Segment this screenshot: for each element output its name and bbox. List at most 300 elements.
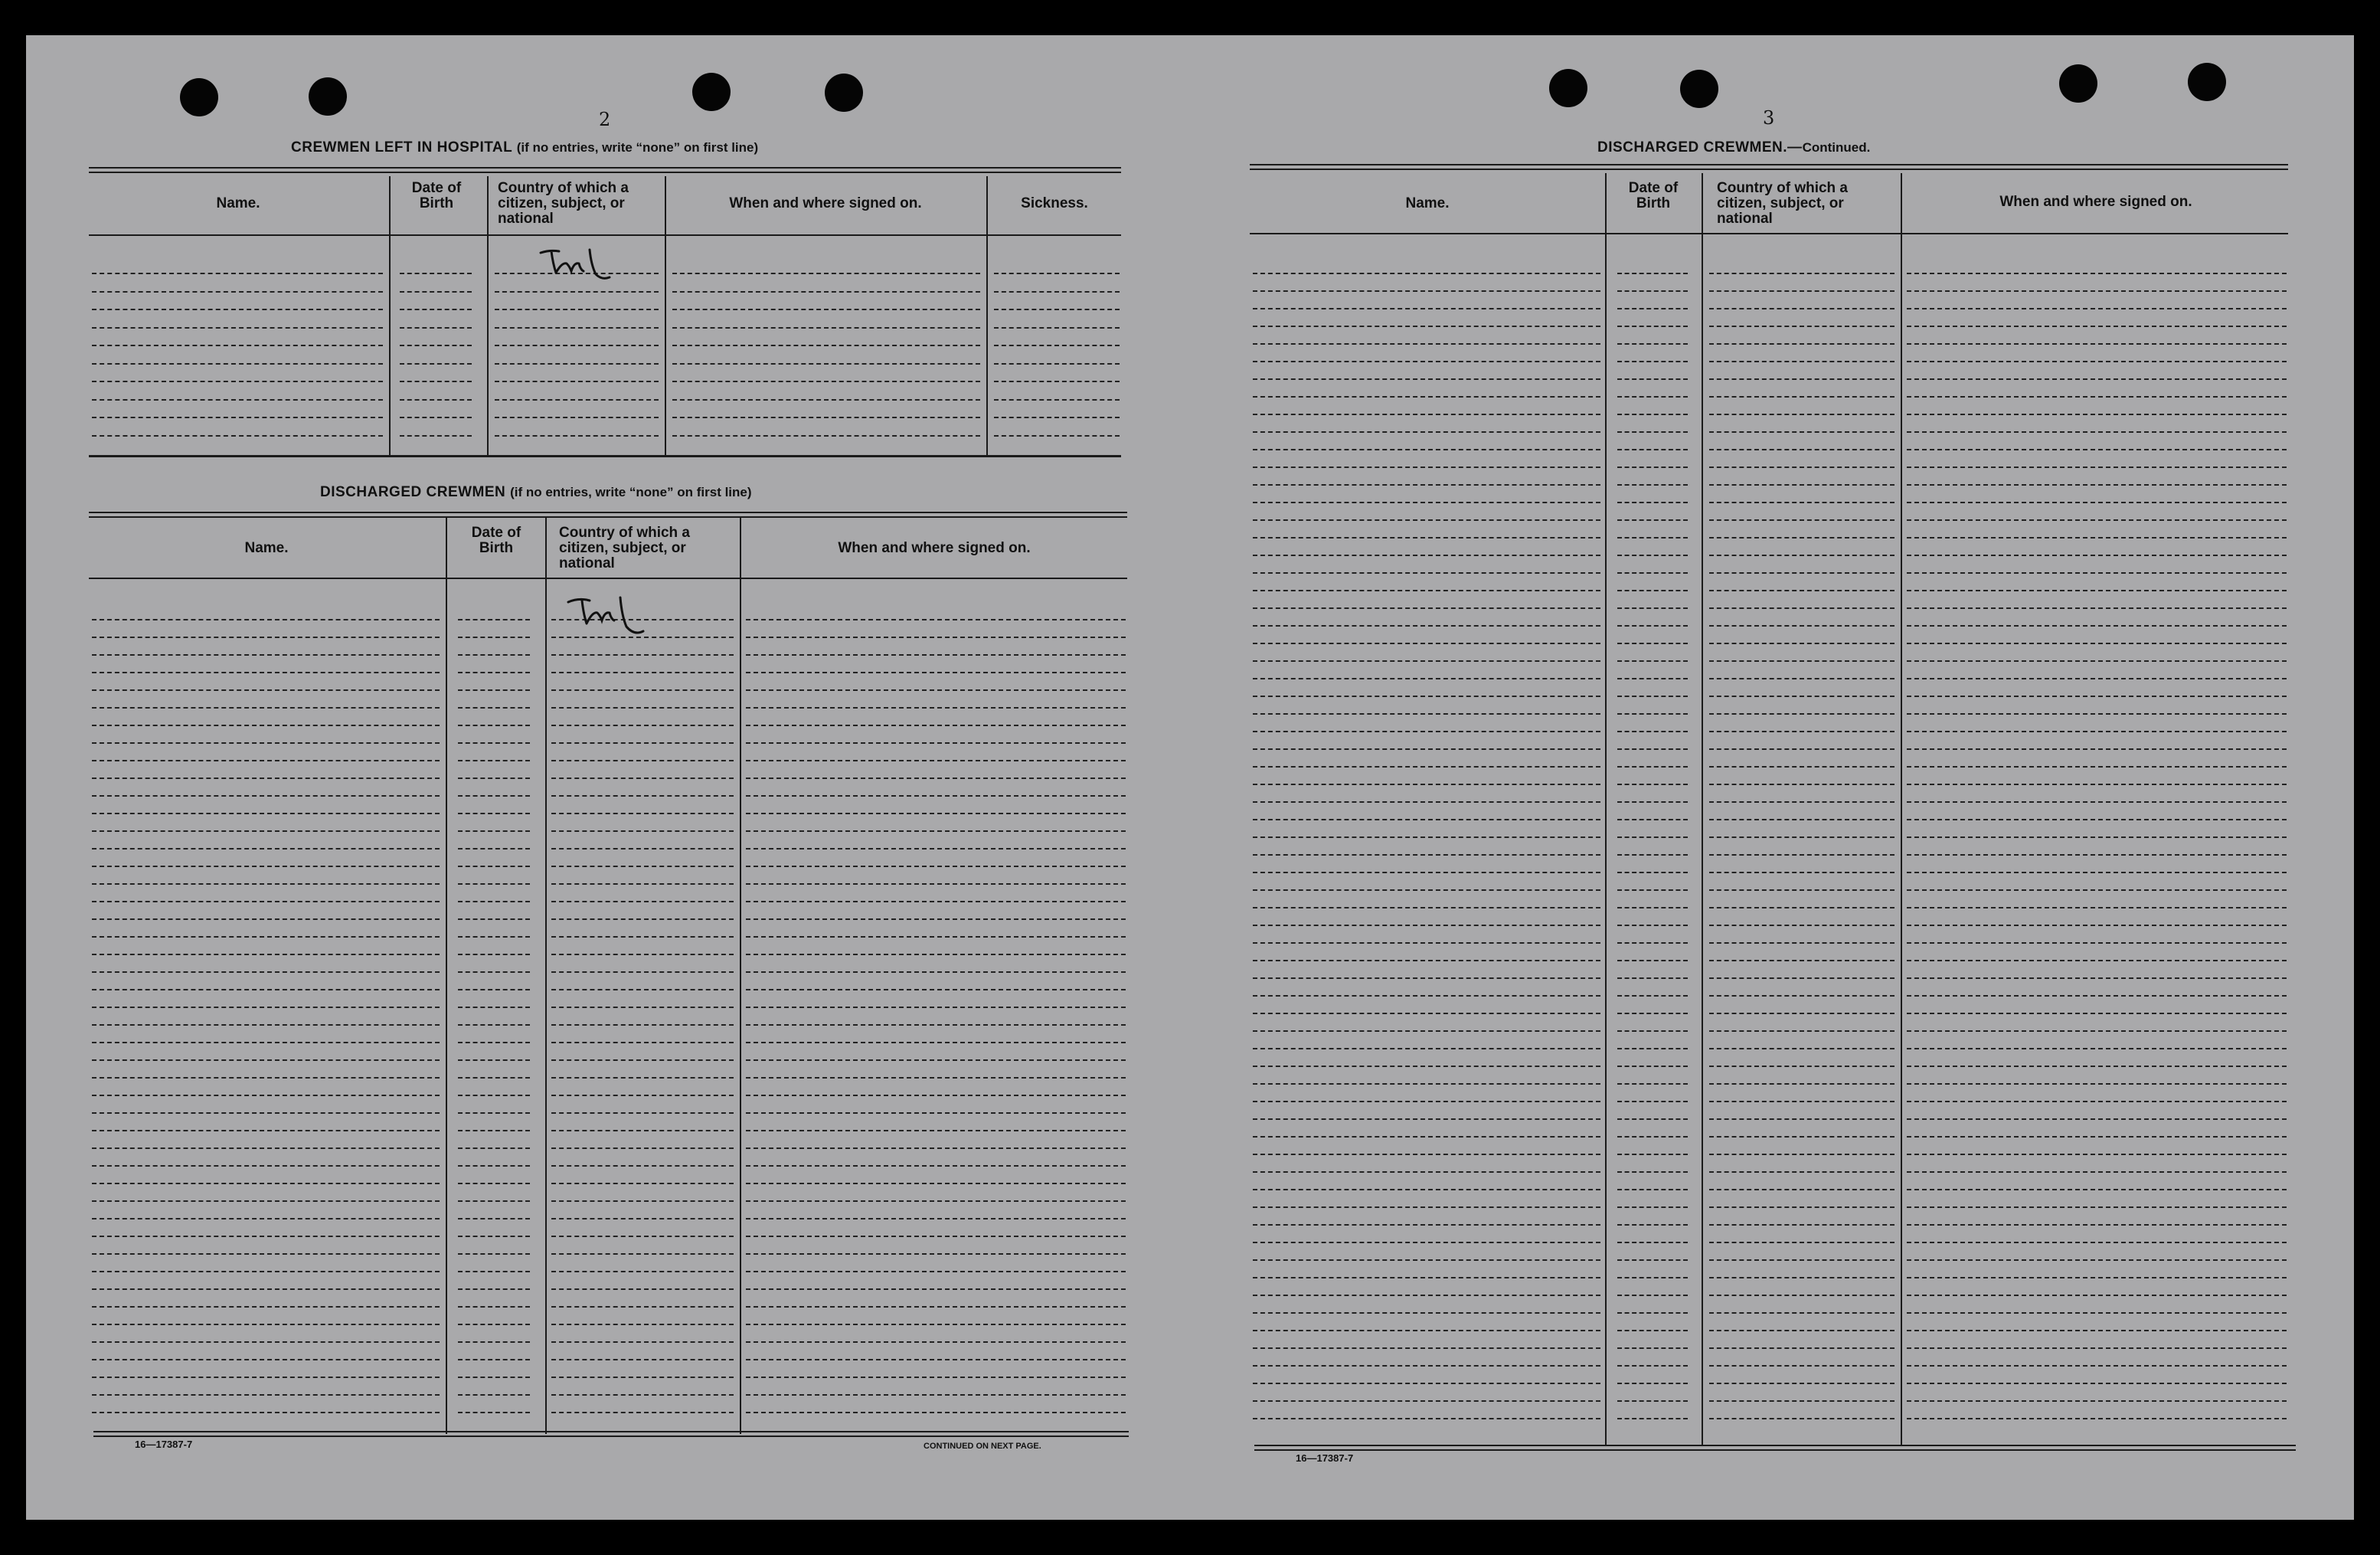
ruled-line <box>551 901 734 902</box>
ruled-line <box>458 1377 530 1378</box>
ruled-line <box>92 707 440 709</box>
ruled-line <box>1253 960 1600 961</box>
ruled-line <box>746 1112 1126 1114</box>
ruled-line <box>1253 713 1600 715</box>
ruled-line <box>458 707 530 709</box>
ruled-line <box>1907 1013 2287 1014</box>
ruled-line <box>1709 1154 1895 1155</box>
ruled-line <box>1253 660 1600 662</box>
ruled-line <box>1253 696 1600 697</box>
ruled-line <box>551 1218 734 1219</box>
ruled-line <box>1617 1259 1688 1261</box>
ruled-line <box>1907 942 2287 944</box>
ruled-line <box>1709 1259 1895 1261</box>
ruled-line <box>1617 1277 1688 1278</box>
ruled-line <box>746 1306 1126 1308</box>
ruled-line <box>1709 907 1895 908</box>
ruled-line <box>746 901 1126 902</box>
ruled-line <box>1907 1206 2287 1208</box>
ruled-line <box>1617 378 1688 380</box>
column-divider <box>1901 173 1902 1445</box>
ruled-line <box>458 760 530 761</box>
ruled-line <box>1253 819 1600 820</box>
ruled-line <box>1907 1048 2287 1049</box>
ruled-line <box>458 954 530 955</box>
ruled-line <box>1709 343 1895 345</box>
ruled-line <box>1907 519 2287 521</box>
ruled-line <box>458 619 530 620</box>
ruled-line <box>746 1007 1126 1008</box>
ruled-line <box>458 1306 530 1308</box>
ruled-line <box>495 381 659 382</box>
ruled-line <box>1253 1365 1600 1367</box>
ruled-line <box>551 1394 734 1396</box>
ruled-line <box>458 654 530 656</box>
ruled-line <box>1907 748 2287 750</box>
column-divider <box>665 176 666 457</box>
ruled-line <box>1253 1347 1600 1349</box>
ruled-line <box>1907 1136 2287 1138</box>
ruled-line <box>1617 607 1688 609</box>
ruled-line <box>92 725 440 726</box>
ruled-line <box>551 1359 734 1360</box>
ruled-line <box>1907 1259 2287 1261</box>
ruled-line <box>746 1183 1126 1184</box>
ruled-line <box>1253 625 1600 627</box>
ruled-line <box>551 1183 734 1184</box>
ruled-line <box>1709 1206 1895 1208</box>
ruled-line <box>1617 889 1688 891</box>
ruled-line <box>1709 625 1895 627</box>
ruled-line <box>1617 1347 1688 1349</box>
ruled-line <box>1253 1154 1600 1155</box>
ruled-line <box>1907 290 2287 292</box>
handwritten-nil <box>564 593 655 647</box>
ruled-line <box>1253 484 1600 486</box>
ruled-line <box>458 725 530 726</box>
ruled-line <box>92 435 383 437</box>
ruled-line <box>1709 1048 1895 1049</box>
ruled-line <box>994 291 1120 293</box>
ruled-line <box>1709 854 1895 856</box>
ruled-line <box>1709 326 1895 327</box>
ruled-line <box>1907 731 2287 732</box>
ruled-line <box>551 1007 734 1008</box>
punch-hole <box>1680 70 1718 108</box>
ruled-line <box>92 1341 440 1343</box>
ruled-line <box>92 1271 440 1272</box>
ruled-line <box>458 1024 530 1026</box>
ruled-line <box>458 1341 530 1343</box>
ruled-line <box>1709 731 1895 732</box>
ruled-line <box>746 971 1126 973</box>
ruled-line <box>458 795 530 797</box>
ruled-line <box>1709 308 1895 309</box>
ruled-line <box>1617 1365 1688 1367</box>
ruled-line <box>1253 1277 1600 1278</box>
ruled-line <box>551 989 734 990</box>
page-number: 3 <box>1763 107 1775 129</box>
ruled-line <box>746 778 1126 779</box>
ruled-line <box>1709 1030 1895 1032</box>
ruled-line <box>1253 1136 1600 1138</box>
ruled-line <box>551 778 734 779</box>
column-header: Date of Birth <box>471 525 521 556</box>
ruled-line <box>458 778 530 779</box>
ruled-line <box>746 1218 1126 1219</box>
ruled-line <box>746 883 1126 885</box>
ruled-line <box>551 1253 734 1255</box>
column-header: Country of which a citizen, subject, or national <box>498 180 629 227</box>
ruled-line <box>400 273 472 274</box>
ruled-line <box>92 795 440 797</box>
ruled-line <box>1709 1383 1895 1384</box>
ruled-line <box>746 954 1126 955</box>
ruled-line <box>1709 361 1895 362</box>
ruled-line <box>458 971 530 973</box>
ruled-line <box>1907 1083 2287 1085</box>
ruled-line <box>1617 748 1688 750</box>
ruled-line <box>1617 766 1688 768</box>
ruled-line <box>1253 872 1600 873</box>
ruled-line <box>1709 836 1895 838</box>
ruled-line <box>746 760 1126 761</box>
ruled-line <box>1709 1118 1895 1120</box>
ruled-line <box>994 273 1120 274</box>
ruled-line <box>1709 942 1895 944</box>
ruled-line <box>1617 836 1688 838</box>
ruled-line <box>672 327 980 329</box>
ruled-line <box>1907 378 2287 380</box>
ruled-line <box>92 381 383 382</box>
ruled-line <box>551 1377 734 1378</box>
ruled-line <box>551 1059 734 1061</box>
ruled-line <box>746 1130 1126 1131</box>
table-bottom-rule <box>89 455 1121 457</box>
ruled-line <box>1617 731 1688 732</box>
ruled-line <box>551 1412 734 1413</box>
ruled-line <box>551 936 734 938</box>
ruled-line <box>92 778 440 779</box>
ruled-line <box>746 1341 1126 1343</box>
ruled-line <box>92 848 440 850</box>
ruled-line <box>92 1147 440 1149</box>
ruled-line <box>495 363 659 365</box>
ruled-line <box>1253 290 1600 292</box>
ruled-line <box>1253 308 1600 309</box>
ruled-line <box>1253 801 1600 803</box>
punch-hole <box>309 77 347 116</box>
table-bottom-rule <box>93 1431 1129 1437</box>
ruled-line <box>458 1059 530 1061</box>
ruled-line <box>92 830 440 832</box>
form-number: 16—17387-7 <box>135 1439 193 1450</box>
ruled-line <box>1617 942 1688 944</box>
ruled-line <box>994 327 1120 329</box>
ruled-line <box>1617 1400 1688 1402</box>
ruled-line <box>1617 960 1688 961</box>
ruled-line <box>1907 872 2287 873</box>
ruled-line <box>1907 960 2287 961</box>
ruled-line <box>1253 1189 1600 1190</box>
continued-label: Continued. <box>1802 140 1871 155</box>
ruled-line <box>1907 625 2287 627</box>
hospital-title: CREWMEN LEFT IN HOSPITAL <box>291 139 512 156</box>
ruled-line <box>1617 1154 1688 1155</box>
ruled-line <box>1907 1224 2287 1226</box>
section-title-discharged-continued <box>1597 139 1870 156</box>
ruled-line <box>1617 1118 1688 1120</box>
ruled-line <box>551 1077 734 1079</box>
column-header: Name. <box>1405 195 1450 211</box>
hospital-instruction: (if no entries, write “none” on first line) <box>516 140 759 155</box>
ruled-line <box>1253 907 1600 908</box>
ruled-line <box>1253 731 1600 732</box>
ruled-line <box>458 830 530 832</box>
table-bottom-rule <box>1254 1445 2296 1451</box>
ruled-line <box>1907 326 2287 327</box>
ruled-line <box>1907 678 2287 679</box>
ruled-line <box>92 936 440 938</box>
ruled-line <box>92 954 440 955</box>
ruled-line <box>92 1253 440 1255</box>
punch-hole <box>2188 63 2226 101</box>
ruled-line <box>1617 1101 1688 1102</box>
ruled-line <box>994 417 1120 418</box>
ruled-line <box>1709 449 1895 450</box>
ruled-line <box>551 725 734 726</box>
ruled-line <box>1709 273 1895 274</box>
ruled-line <box>1617 1030 1688 1032</box>
ruled-line <box>1617 660 1688 662</box>
ruled-line <box>458 866 530 867</box>
ruled-line <box>1709 1101 1895 1102</box>
form-number: 16—17387-7 <box>1296 1452 1354 1464</box>
ruled-line <box>672 291 980 293</box>
ruled-line <box>1907 1189 2287 1190</box>
ruled-line <box>746 1359 1126 1360</box>
ruled-line <box>1709 977 1895 979</box>
ruled-line <box>746 725 1126 726</box>
ruled-line <box>92 1394 440 1396</box>
ruled-line <box>746 1253 1126 1255</box>
column-divider <box>740 518 741 1434</box>
ruled-line <box>551 1271 734 1272</box>
ruled-line <box>458 989 530 990</box>
ruled-line <box>92 1183 440 1184</box>
ruled-line <box>1709 678 1895 679</box>
ruled-line <box>1907 361 2287 362</box>
ruled-line <box>1709 748 1895 750</box>
ruled-line <box>1709 1312 1895 1314</box>
ruled-line <box>1709 484 1895 486</box>
ruled-line <box>92 1042 440 1043</box>
ruled-line <box>1617 1295 1688 1296</box>
ruled-line <box>1253 1083 1600 1085</box>
ruled-line <box>1617 502 1688 503</box>
ruled-line <box>746 1077 1126 1079</box>
ruled-line <box>746 936 1126 938</box>
ruled-line <box>1253 1030 1600 1032</box>
ruled-line <box>1907 1030 2287 1032</box>
ruled-line <box>1709 414 1895 415</box>
ruled-line <box>551 1147 734 1149</box>
ruled-line <box>1907 889 2287 891</box>
ruled-line <box>400 363 472 365</box>
ruled-line <box>1709 1365 1895 1367</box>
ruled-line <box>746 1324 1126 1325</box>
column-divider <box>487 176 489 457</box>
ruled-line <box>1253 343 1600 345</box>
ruled-line <box>92 1200 440 1202</box>
ruled-line <box>746 1059 1126 1061</box>
ruled-line <box>1709 889 1895 891</box>
column-divider <box>986 176 988 457</box>
ruled-line <box>994 381 1120 382</box>
ruled-line <box>1709 519 1895 521</box>
ruled-line <box>400 399 472 401</box>
ruled-line <box>458 1042 530 1043</box>
ruled-line <box>551 760 734 761</box>
ruled-line <box>746 1024 1126 1026</box>
ruled-line <box>1253 748 1600 750</box>
ruled-line <box>746 654 1126 656</box>
ruled-line <box>1907 1347 2287 1349</box>
column-divider <box>389 176 391 457</box>
ruled-line <box>1709 872 1895 873</box>
ruled-line <box>672 417 980 418</box>
ruled-line <box>458 918 530 920</box>
discharged-instruction: (if no entries, write “none” on first line) <box>510 485 752 499</box>
ruled-line <box>551 1165 734 1167</box>
ruled-line <box>1907 660 2287 662</box>
ruled-line <box>1617 326 1688 327</box>
ruled-line <box>1253 502 1600 503</box>
ruled-line <box>551 971 734 973</box>
ruled-line <box>1709 1013 1895 1014</box>
column-header: When and where signed on. <box>729 195 922 211</box>
ruled-line <box>92 1288 440 1290</box>
ruled-line <box>400 435 472 437</box>
ruled-line <box>1907 1418 2287 1419</box>
punch-hole <box>180 78 218 116</box>
ruled-line <box>1907 977 2287 979</box>
ruled-line <box>1907 696 2287 697</box>
ruled-line <box>92 672 440 673</box>
ruled-line <box>1907 907 2287 908</box>
ruled-line <box>746 1412 1126 1413</box>
ruled-line <box>92 291 383 293</box>
ruled-line <box>92 1024 440 1026</box>
ruled-line <box>92 273 383 274</box>
ruled-line <box>92 637 440 638</box>
ruled-line <box>1907 1066 2287 1067</box>
ruled-line <box>551 689 734 691</box>
ruled-line <box>458 1183 530 1184</box>
ruled-line <box>551 1200 734 1202</box>
ruled-line <box>1709 925 1895 926</box>
ruled-line <box>1907 449 2287 450</box>
ruled-line <box>1253 361 1600 362</box>
ruled-line <box>551 866 734 867</box>
ruled-line <box>92 813 440 814</box>
column-divider <box>1702 173 1703 1445</box>
discharged-continued-title: DISCHARGED CREWMEN.— <box>1597 139 1803 156</box>
ruled-line <box>1617 925 1688 926</box>
ruled-line <box>1617 872 1688 873</box>
ruled-line <box>1907 643 2287 644</box>
ruled-line <box>92 345 383 346</box>
ruled-line <box>1617 555 1688 556</box>
ruled-line <box>400 417 472 418</box>
punch-hole <box>825 74 863 112</box>
ruled-line <box>1253 854 1600 856</box>
ruled-line <box>672 363 980 365</box>
ruled-line <box>92 309 383 310</box>
ruled-line <box>1617 678 1688 679</box>
ruled-line <box>1617 590 1688 591</box>
ruled-line <box>551 707 734 709</box>
ruled-line <box>672 435 980 437</box>
ruled-line <box>458 672 530 673</box>
ruled-line <box>1907 1312 2287 1314</box>
ruled-line <box>1253 643 1600 644</box>
header-rule <box>89 234 1121 236</box>
ruled-line <box>1617 449 1688 450</box>
ruled-line <box>458 1324 530 1325</box>
ruled-line <box>746 1165 1126 1167</box>
ruled-line <box>458 689 530 691</box>
punch-hole <box>692 73 731 111</box>
column-header: Name. <box>244 540 289 556</box>
ruled-line <box>551 1112 734 1114</box>
ruled-line <box>1709 1330 1895 1331</box>
ruled-line <box>495 345 659 346</box>
ruled-line <box>551 1095 734 1096</box>
ruled-line <box>1617 537 1688 539</box>
ruled-line <box>1709 572 1895 574</box>
ruled-line <box>1907 1277 2287 1278</box>
ruled-line <box>1253 1171 1600 1173</box>
ruled-line <box>1617 343 1688 345</box>
ruled-line <box>1617 1066 1688 1067</box>
ruled-line <box>1617 431 1688 433</box>
ruled-line <box>1907 801 2287 803</box>
ruled-line <box>1709 643 1895 644</box>
ruled-line <box>1253 784 1600 785</box>
ruled-line <box>1907 537 2287 539</box>
ruled-line <box>458 813 530 814</box>
ruled-line <box>1253 1066 1600 1067</box>
ruled-line <box>1907 396 2287 398</box>
ruled-line <box>458 883 530 885</box>
ruled-line <box>672 273 980 274</box>
ruled-line <box>1907 1242 2287 1243</box>
ruled-line <box>1253 273 1600 274</box>
column-header: Country of which a citizen, subject, or national <box>1717 180 1848 227</box>
ruled-line <box>1253 607 1600 609</box>
ruled-line <box>92 619 440 620</box>
ruled-line <box>746 813 1126 814</box>
ruled-line <box>1617 1242 1688 1243</box>
ruled-line <box>92 918 440 920</box>
ruled-line <box>672 345 980 346</box>
ruled-line <box>1907 1400 2287 1402</box>
ruled-line <box>1253 678 1600 679</box>
ruled-line <box>1253 995 1600 997</box>
ruled-line <box>1907 607 2287 609</box>
ruled-line <box>92 1007 440 1008</box>
